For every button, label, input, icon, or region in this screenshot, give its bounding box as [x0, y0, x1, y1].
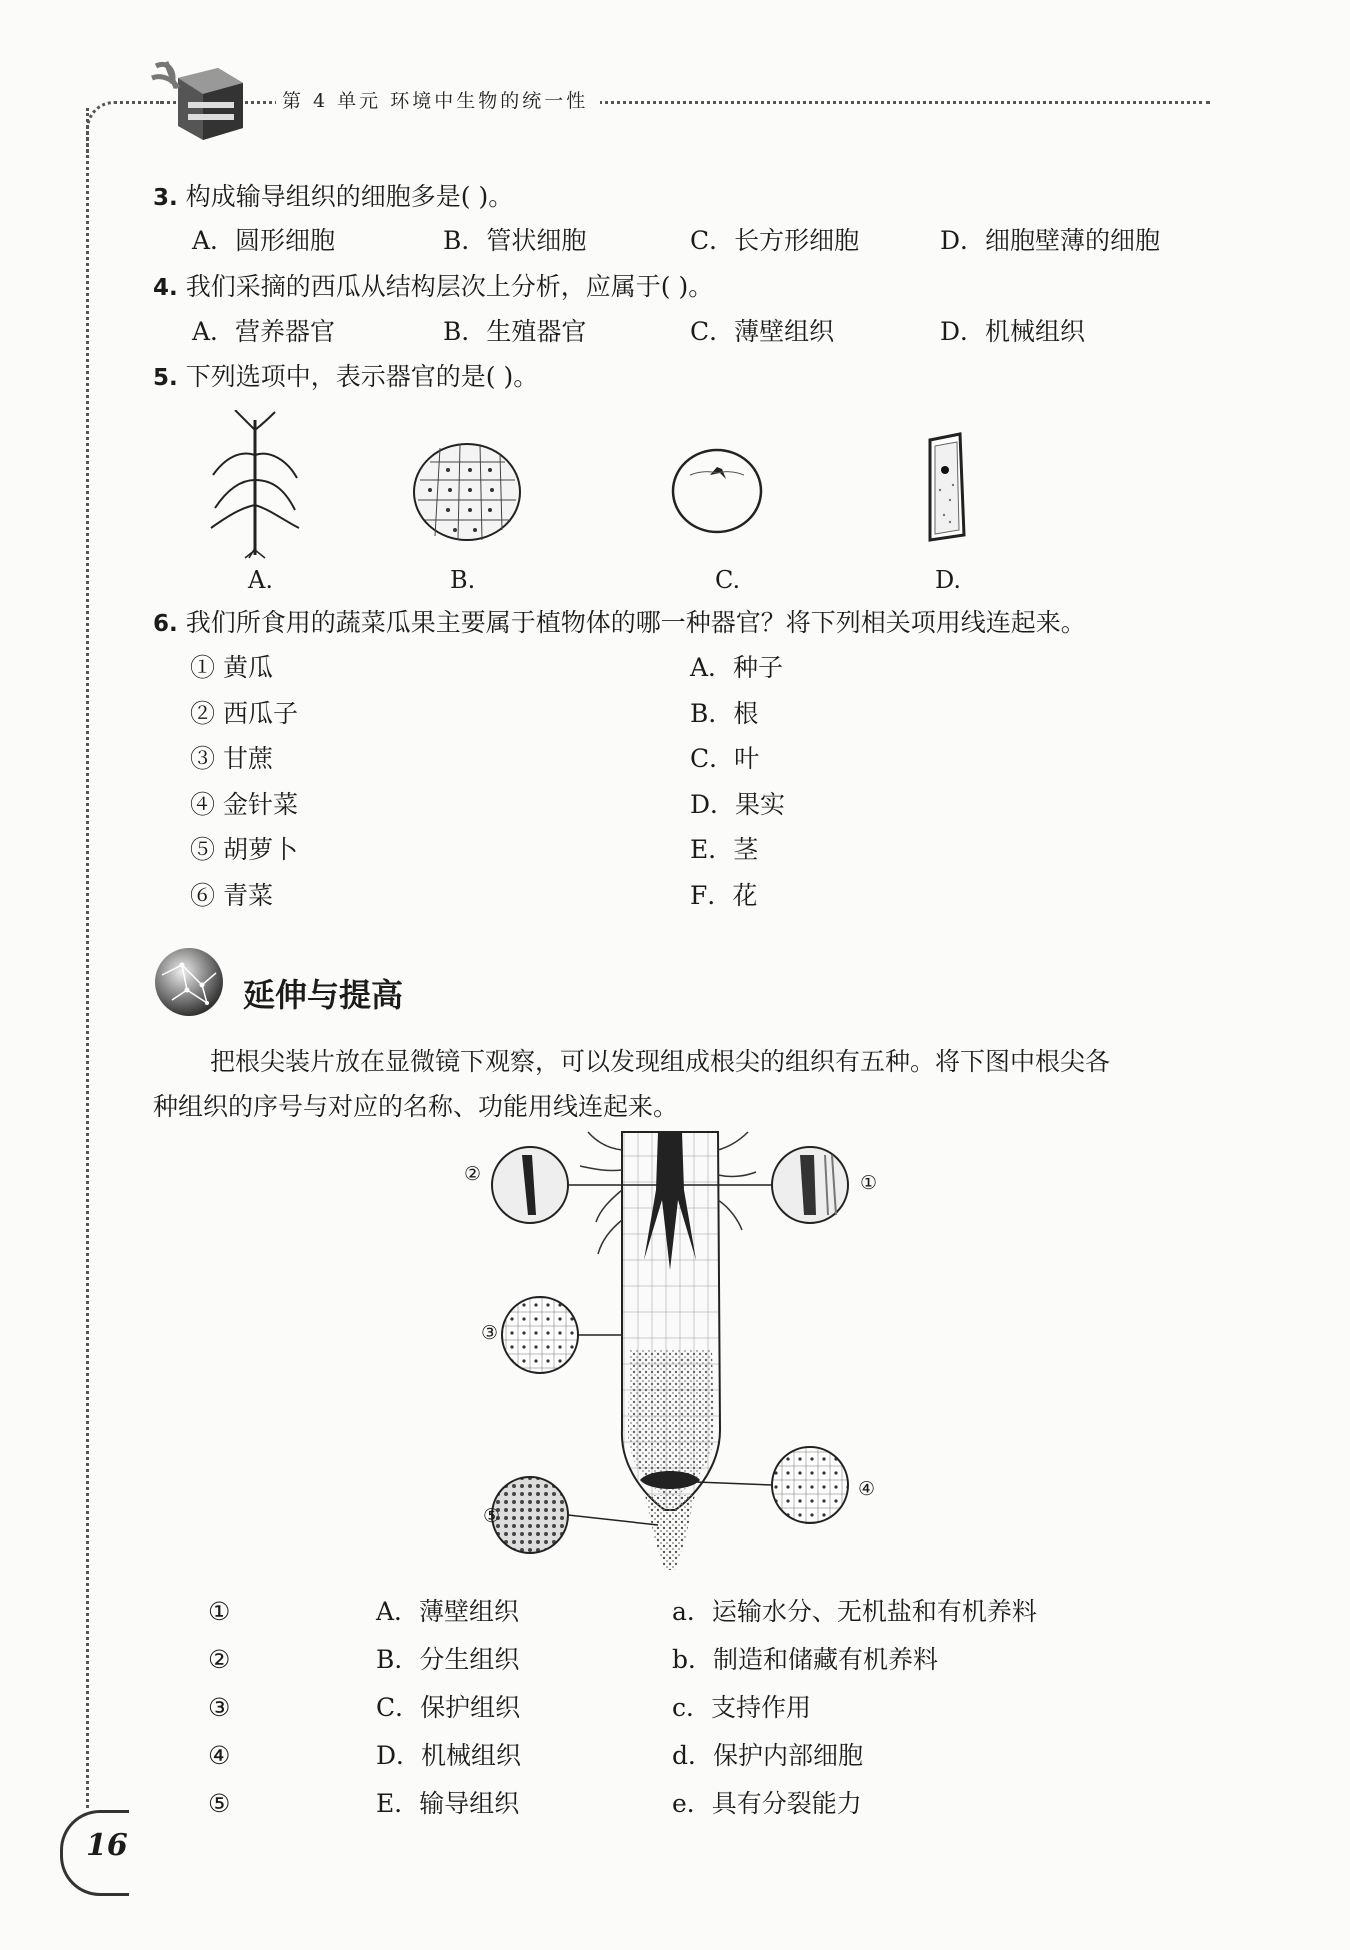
q3-option-b: B．管状细胞 — [443, 226, 587, 255]
question-6 — [153, 606, 1086, 641]
q3-option-a: A．圆形细胞 — [192, 226, 336, 255]
question-text: 下列选项中，表示器官的是( )。 — [185, 362, 539, 391]
match-tissue-name: D．机械组织 — [376, 1741, 522, 1770]
question-4 — [153, 270, 713, 305]
match-function: c．支持作用 — [672, 1693, 812, 1722]
q6-left-item: ⑤ 胡萝卜 — [190, 835, 298, 864]
q4-option-b: B．生殖器官 — [443, 317, 587, 346]
q6-left-item: ② 西瓜子 — [190, 699, 298, 728]
question-number: 5. — [153, 365, 178, 391]
diagram-label-4: ④ — [858, 1478, 876, 1500]
q4-option-a: A．营养器官 — [192, 317, 336, 346]
q6-right-item: E．茎 — [690, 835, 759, 864]
single-cell-image — [920, 430, 970, 545]
q4-option-d: D．机械组织 — [940, 317, 1086, 346]
section-title: 延伸与提高 — [243, 976, 404, 1014]
q6-right-item: B．根 — [690, 699, 759, 728]
match-number: ⑤ — [208, 1789, 231, 1818]
match-function: d．保护内部细胞 — [672, 1741, 864, 1770]
q3-option-c: C．长方形细胞 — [690, 226, 860, 255]
match-tissue-name: E．输导组织 — [376, 1789, 520, 1818]
q3-option-d: D．细胞壁薄的细胞 — [940, 226, 1161, 255]
q5-caption-d: D. — [935, 566, 962, 594]
tomato-fruit-image — [670, 445, 765, 535]
margin-dotted-rule — [86, 108, 89, 1808]
q5-caption-b: B. — [450, 566, 476, 594]
root-tip-diagram — [470, 1130, 890, 1580]
q5-caption-a: A. — [248, 566, 273, 594]
page-number: 16 — [86, 1828, 128, 1863]
question-5 — [153, 360, 538, 395]
globe-icon — [152, 945, 227, 1020]
q6-left-item: ④ 金针菜 — [190, 790, 298, 819]
match-number: ② — [208, 1645, 231, 1674]
tissue-cells-image — [410, 440, 525, 545]
q6-right-item: C．叶 — [690, 744, 760, 773]
q6-right-item: D．果实 — [690, 790, 786, 819]
section-paragraph-line1: 把根尖装片放在显微镜下观察，可以发现组成根尖的组织有五种。将下图中根尖各 — [210, 1047, 1111, 1076]
q5-caption-c: C. — [715, 566, 741, 594]
match-number: ③ — [208, 1693, 231, 1722]
question-text: 我们采摘的西瓜从结构层次上分析，应属于( )。 — [185, 272, 714, 301]
question-number: 3. — [153, 185, 178, 211]
corn-plant-image — [205, 410, 305, 560]
q6-left-item: ① 黄瓜 — [190, 653, 273, 682]
question-3 — [153, 180, 513, 215]
match-function: b．制造和储藏有机养料 — [672, 1645, 939, 1674]
running-title: 第 4 单元 环境中生物的统一性 — [276, 86, 600, 113]
diagram-label-3: ③ — [481, 1322, 499, 1344]
section-paragraph-line2: 种组织的序号与对应的名称、功能用线连起来。 — [153, 1092, 679, 1121]
match-number: ④ — [208, 1741, 231, 1770]
match-tissue-name: A．薄壁组织 — [376, 1597, 520, 1626]
match-number: ① — [208, 1597, 231, 1626]
match-tissue-name: C．保护组织 — [376, 1693, 521, 1722]
q6-right-item: F．花 — [690, 881, 758, 910]
match-function: a．运输水分、无机盐和有机养料 — [672, 1597, 1037, 1626]
question-number: 6. — [153, 611, 178, 637]
diagram-label-5: ⑤ — [483, 1505, 501, 1527]
diagram-label-1: ① — [860, 1172, 878, 1194]
question-text: 构成输导组织的细胞多是( )。 — [185, 182, 514, 211]
q6-left-item: ③ 甘蔗 — [190, 744, 273, 773]
q6-right-item: A．种子 — [690, 653, 784, 682]
unit-logo-icon — [148, 58, 248, 148]
match-function: e．具有分裂能力 — [672, 1789, 862, 1818]
q6-left-item: ⑥ 青菜 — [190, 881, 273, 910]
question-number: 4. — [153, 275, 178, 301]
question-text: 我们所食用的蔬菜瓜果主要属于植物体的哪一种器官？将下列相关项用线连起来。 — [185, 608, 1086, 637]
match-tissue-name: B．分生组织 — [376, 1645, 520, 1674]
diagram-label-2: ② — [464, 1163, 482, 1185]
q4-option-c: C．薄壁组织 — [690, 317, 835, 346]
